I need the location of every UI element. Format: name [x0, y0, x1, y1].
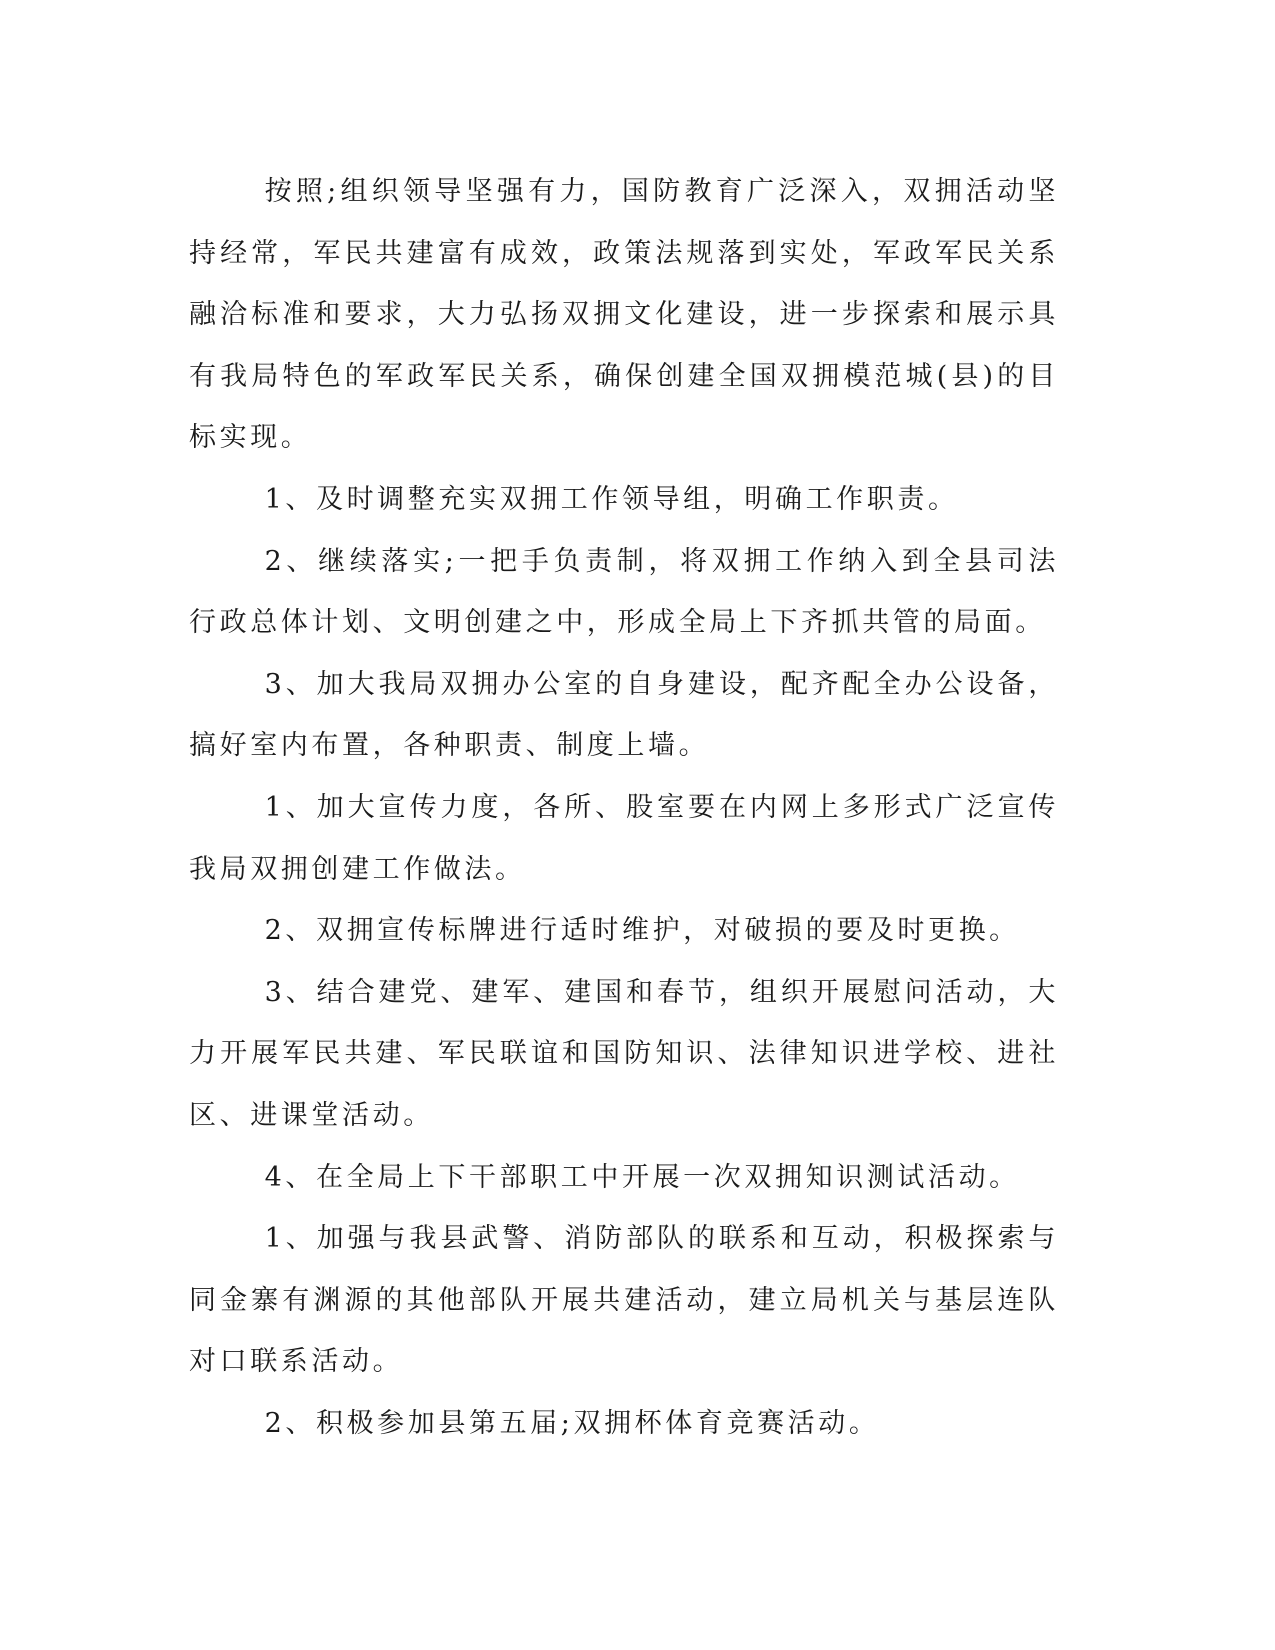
paragraph-item: 3、加大我局双拥办公室的自身建设，配齐配全办公设备，搞好室内布置，各种职责、制度上墙。 — [189, 668, 1059, 762]
paragraph-item: 2、积极参加县第五届;双拥杯体育竞赛活动。 — [264, 1407, 880, 1439]
paragraph-intro: 按照;组织领导坚强有力，国防教育广泛深入，双拥活动坚持经常，军民共建富有成效，政策法规落到实处，军政军民关系融洽标准和要求，大力弘扬双拥文化建设，进一步探索和展示具有我局特色的军政军民关系，确保创建全国双拥模范城(县)的目标实现。 — [189, 176, 1059, 454]
paragraph-item: 1、加强与我县武警、消防部队的联系和互动，积极探索与同金寨有渊源的其他部队开展共建活动，建立局机关与基层连队对口联系活动。 — [189, 1223, 1059, 1378]
paragraph-item: 2、继续落实;一把手负责制，将双拥工作纳入到全县司法行政总体计划、文明创建之中，形成全局上下齐抓共管的局面。 — [189, 545, 1059, 639]
document-body — [189, 161, 1059, 1454]
paragraph-item: 1、及时调整充实双拥工作领导组，明确工作职责。 — [264, 483, 959, 515]
paragraph-item: 4、在全局上下干部职工中开展一次双拥知识测试活动。 — [264, 1161, 1020, 1193]
paragraph-item: 3、结合建党、建军、建国和春节，组织开展慰问活动，大力开展军民共建、军民联谊和国防知识、法律知识进学校、进社区、进课堂活动。 — [189, 976, 1059, 1131]
paragraph-item: 2、双拥宣传标牌进行适时维护，对破损的要及时更换。 — [264, 915, 1020, 947]
paragraph-item: 1、加大宣传力度，各所、股室要在内网上多形式广泛宣传我局双拥创建工作做法。 — [189, 791, 1059, 885]
